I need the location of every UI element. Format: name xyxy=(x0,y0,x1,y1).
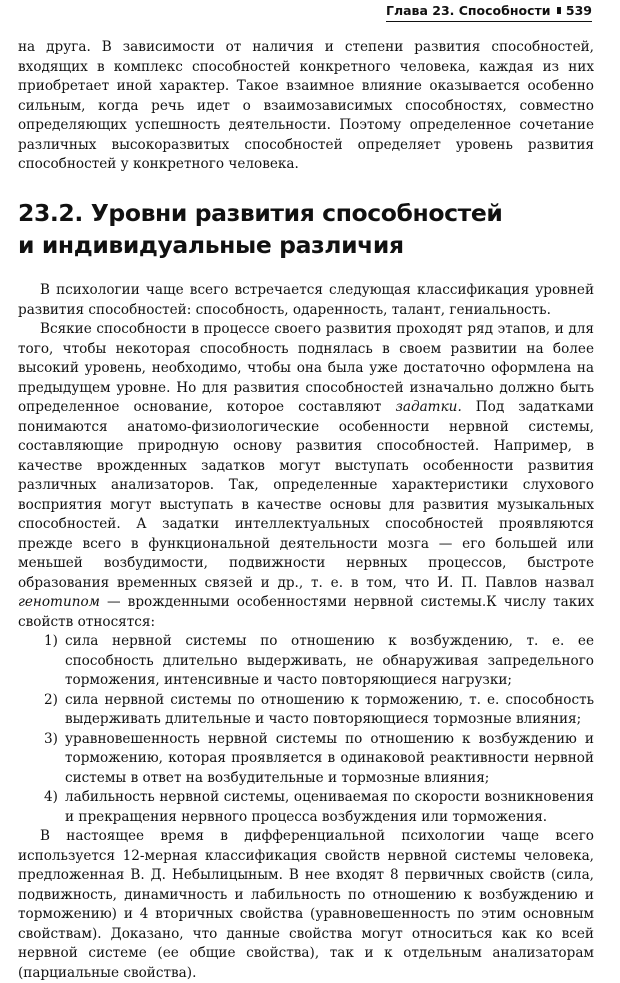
chapter-title: Глава 23. Способности xyxy=(386,3,551,18)
square-bullet-icon xyxy=(557,7,561,14)
paragraph-nebylitsyn: В настоящее время в дифференциальной психологии чаще всего используется 12-мерная классификация свойств нервной системы человека, предложенная В. Д. Небылицыным. В нее входят 8 первичных свойств (сила, подвижность, динамичность и лабильность по отношению к возбуждению и торможению) и 4 вторичных свойства (уравновешенность по этим основным свойствам). Доказано, что данные свойства могут относиться как ко всей нервной системе (ее общие свойства), так и к отдельным анализаторам (парциальные свойства). xyxy=(18,828,594,981)
list-item-number: 4) xyxy=(44,789,58,805)
paragraph-development xyxy=(18,320,594,632)
list-item-text: сила нервной системы по отношению к возбуждению, т. е. ее способность длительно выдерживать, не обнаруживая запредельного торможения, интенсивные и часто повторяющиеся нагрузки; xyxy=(65,633,594,688)
section-title xyxy=(18,197,578,261)
list-item-text: сила нервной системы по отношению к торможению, т. е. способность выдерживать длительные и часто повторяющиеся тормозные влияния; xyxy=(65,691,594,727)
continued-paragraph-block xyxy=(18,38,594,175)
section-body xyxy=(18,281,594,983)
list-item-text: лабильность нервной системы, оцениваемая по скорости возникновения и прекращения нервного процесса возбуждения или торможения. xyxy=(65,789,594,825)
list-item xyxy=(18,788,594,827)
list-item-number: 1) xyxy=(44,633,58,649)
list-item-text: уравновешенность нервной системы по отношению к возбуждению и торможению, которая проявляется в одинаковой реактивности нервной системы в ответ на возбудительные и тормозные влияния; xyxy=(65,730,594,786)
list-item xyxy=(18,691,594,730)
paragraph-development-part-3: — врожденными особенностями нервной системы.К числу таких свойств относятся: xyxy=(18,594,594,630)
section-title-line-1: 23.2. Уровни развития способностей xyxy=(18,199,503,227)
term-zadatki: задатки. xyxy=(395,399,462,415)
running-header xyxy=(386,0,592,22)
section-title-line-2: и индивидуальные различия xyxy=(18,231,404,259)
page-number: 539 xyxy=(565,3,592,18)
list-item-number: 2) xyxy=(44,691,58,708)
term-genotip: генотипом xyxy=(18,594,100,610)
continued-paragraph: на друга. В зависимости от наличия и степени развития способностей, входящих в комплекс способностей конкретного человека, каждая из них приобретает иной характер. Такое взаимное влияние оказывается особенно сильным, когда речь идет о взаимозависимых способностях, совместно определяющих успешность деятельности. Поэтому определенное сочетание различных высокоразвитых способностей определяет уровень развития способностей у конкретного человека. xyxy=(18,39,594,172)
properties-list xyxy=(18,632,594,827)
paragraph-development-part-2: Под задатками понимаются анатомо-физиологические особенности нервной системы, составляющие природную основу развития способностей. Например, в качестве врожденных задатков могут выступать особенности развития различных анализаторов. Так, определенные характеристики слухового восприятия могут выступать в качестве основы для развития музыкальных способностей. А задатки интеллектуальных способностей проявляются прежде всего в функциональной деятельности мозга — его большей или меньшей возбудимости, подвижности нервных процессов, быстроте образования временных связей и др., т. е. в том, что И. П. Павлов назвал xyxy=(18,399,594,591)
list-item xyxy=(18,730,594,789)
paragraph-development-part-1: Всякие способности в процессе своего развития проходят ряд этапов, и для того, чтобы некоторая способность поднялась в своем развитии на более высокий уровень, необходимо, чтобы она была уже достаточно оформлена на предыдущем уровне. Но для развития способностей изначально должно быть определенное основание, которое составляют xyxy=(18,321,594,415)
paragraph-classification: В психологии чаще всего встречается следующая классификация уровней развития способностей: способность, одаренность, талант, гениальность. xyxy=(18,282,594,318)
list-item xyxy=(18,632,594,691)
list-item-number: 3) xyxy=(44,730,58,747)
